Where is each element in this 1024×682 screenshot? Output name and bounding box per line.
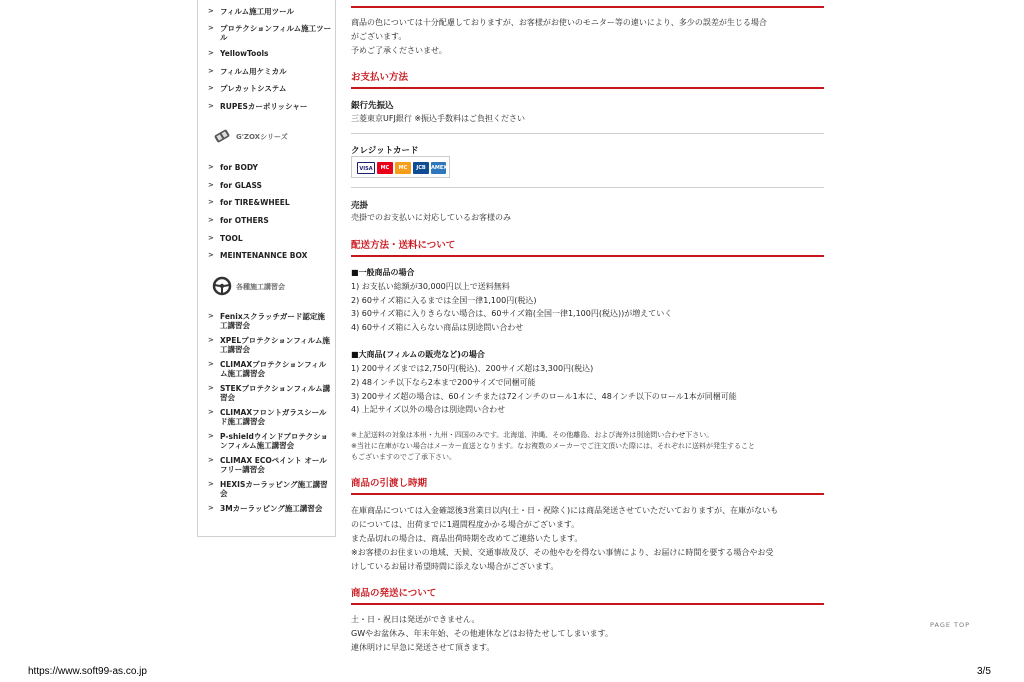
shipping-text: GWやお盆休み、年末年始、その他連休などはお待たせしてしまいます。: [351, 629, 613, 638]
shipping-note: ※当社に在庫がない場合はメーカー直送となります。なお複数のメーカーでご注文頂いた際には、それぞれに送料が発生すること: [351, 442, 756, 450]
sidebar-item-label: XPELプロテクションフィルム施工講習会: [220, 336, 330, 354]
chevron-right-icon: >: [208, 216, 214, 224]
divider: [351, 493, 824, 495]
sidebar-item-climax-glass-course[interactable]: [208, 408, 332, 426]
chevron-right-icon: >: [208, 251, 214, 259]
chevron-right-icon: >: [208, 360, 214, 368]
sidebar-item-for-body[interactable]: [208, 163, 332, 172]
divider: [351, 603, 824, 605]
amex-card-icon: AMEX: [431, 162, 446, 174]
chevron-right-icon: >: [208, 336, 214, 344]
credit-card-logos: [351, 156, 450, 178]
steering-wheel-icon: [212, 276, 232, 296]
chevron-right-icon: >: [208, 408, 214, 416]
visa-card-icon: VISA: [357, 162, 375, 174]
delivery-text: ※お客様のお住まいの地域、天候、交通事故及び、その他やむを得ない事情により、お届けに時間を要する場合やお受: [351, 548, 774, 557]
sidebar-item-label: for OTHERS: [220, 216, 269, 225]
divider: [351, 187, 824, 188]
main-content: [351, 0, 824, 660]
chevron-right-icon: >: [208, 181, 214, 189]
sidebar-nav: [197, 0, 336, 537]
sidebar-item-for-others[interactable]: [208, 216, 332, 225]
sidebar-item-label: MEINTENANNCE BOX: [220, 251, 308, 260]
large-item-rule: 3) 200サイズ超の場合は、60インチまたは72インチのロール1本に、48インチ以下のロール1本が同梱可能: [351, 392, 737, 401]
chevron-right-icon: >: [208, 480, 214, 488]
shipping-note: ※上記送料の対象は本州・九州・四国のみです。北海道、沖縄、その他離島、および海外は別途問い合わせ下さい。: [351, 431, 714, 439]
sidebar-item-climax-film-course[interactable]: [208, 360, 332, 378]
sidebar-item-label: CLIMAX ECOペイント オールフリー講習会: [220, 456, 327, 474]
chevron-right-icon: >: [208, 456, 214, 464]
bank-transfer-text: 三菱東京UFJ銀行 ※振込手数料はご負担ください: [351, 114, 526, 123]
sidebar-item-protection-film-tools[interactable]: [208, 24, 332, 42]
divider: [351, 87, 824, 89]
sidebar-item-label: CLIMAXプロテクションフィルム施工講習会: [220, 360, 327, 378]
sidebar-item-film-tools[interactable]: [208, 7, 332, 16]
shipping-text: 土・日・祝日は発送ができません。: [351, 615, 480, 624]
sidebar-item-rupes-polisher[interactable]: [208, 102, 332, 111]
chevron-right-icon: >: [208, 49, 214, 57]
divider: [351, 255, 824, 257]
sidebar-item-label: HEXISカーラッピング施工講習会: [220, 480, 328, 498]
sidebar-item-hexis-course[interactable]: [208, 480, 332, 498]
credit-account-title: 売掛: [351, 201, 369, 211]
chevron-right-icon: >: [208, 198, 214, 206]
large-item-rule: 2) 48インチ以下なら2本まで200サイズで同梱可能: [351, 378, 536, 387]
sidebar-item-label: RUPESカーポリッシャー: [220, 102, 308, 111]
sidebar-heading-label: G'ZOXシリーズ: [236, 133, 288, 141]
sidebar-item-label: プレカットシステム: [220, 84, 287, 93]
sidebar-item-film-chemicals[interactable]: [208, 67, 332, 76]
footer-url: https://www.soft99-as.co.jp: [28, 666, 147, 677]
general-item-rule: 2) 60サイズ箱に入るまでは全国一律1,100円(税込): [351, 296, 537, 305]
chevron-right-icon: >: [208, 7, 214, 15]
page-top-link[interactable]: PAGE TOP: [930, 621, 971, 629]
chevron-right-icon: >: [208, 384, 214, 392]
sidebar-item-xpel-course[interactable]: [208, 336, 332, 354]
section-title-shipping: 商品の発送について: [351, 588, 437, 599]
delivery-text: けしているお届け希望時間に添えない場合がございます。: [351, 562, 559, 571]
sidebar-item-label: CLIMAXフロントガラスシールド施工講習会: [220, 408, 327, 426]
sidebar-heading-courses: [212, 276, 332, 298]
bank-transfer-title: 銀行先振込: [351, 101, 394, 111]
shipping-note: もございますのでご了承下さい。: [351, 453, 456, 461]
sidebar-item-pshield-course[interactable]: [208, 432, 332, 450]
delivery-text: また品切れの場合は、商品出荷時期を改めてご連絡いたします。: [351, 534, 583, 543]
sidebar-item-label: Fenixスクラッチガード認定施工講習会: [220, 312, 325, 330]
sidebar-item-label: for BODY: [220, 163, 258, 172]
large-item-rule: 4) 上記サイズ以外の場合は別途問い合わせ: [351, 405, 506, 414]
chevron-right-icon: >: [208, 102, 214, 110]
sidebar-item-label: プロテクションフィルム施工ツール: [220, 24, 332, 42]
page-number: 3/5: [977, 666, 991, 677]
delivery-text: のについては、出荷までに1週間程度かかる場合がございます。: [351, 520, 580, 529]
chevron-right-icon: >: [208, 163, 214, 171]
car-icon: [212, 126, 232, 146]
mastercard-icon: MC: [377, 162, 393, 174]
general-items-title: ■一般商品の場合: [351, 268, 415, 277]
shipping-text: 連休明けに早急に発送させて頂きます。: [351, 643, 495, 652]
general-item-rule: 1) お支払い総額が30,000円以上で送料無料: [351, 282, 510, 291]
sidebar-item-label: フィルム施工用ツール: [220, 7, 294, 16]
sidebar-item-yellowtools[interactable]: [208, 49, 332, 58]
sidebar-item-stek-course[interactable]: [208, 384, 332, 402]
sidebar-heading-gzox: [212, 126, 332, 148]
general-item-rule: 3) 60サイズ箱に入りきらない場合は、60サイズ箱(全国一律1,100円(税込))が増えていく: [351, 309, 673, 318]
sidebar-item-label: STEKプロテクションフィルム講習会: [220, 384, 331, 402]
divider: [351, 133, 824, 134]
section-title-shipping-fee: 配送方法・送料について: [351, 240, 456, 251]
intro-text: 商品の色については十分配慮しておりますが、お客様がお使いのモニター等の違いにより、多少の誤差が生じる場合: [351, 18, 767, 27]
chevron-right-icon: >: [208, 432, 214, 440]
sidebar-item-label: TOOL: [220, 234, 243, 243]
intro-text: 予めご了承くださいませ。: [351, 46, 447, 55]
delivery-text: 在庫商品については入金確認後3営業日以内(土・日・祝除く)には商品発送させていただいておりますが、在庫がないも: [351, 506, 779, 515]
sidebar-item-label: P-shieldウインドプロテクションフィルム施工講習会: [220, 432, 328, 450]
sidebar-item-label: フィルム用ケミカル: [220, 67, 287, 76]
chevron-right-icon: >: [208, 24, 214, 32]
sidebar-item-tool[interactable]: [208, 234, 332, 243]
sidebar-item-maintenance-box[interactable]: [208, 251, 332, 260]
large-item-rule: 1) 200サイズまでは2,750円(税込)、200サイズ超は3,300円(税込): [351, 364, 594, 373]
sidebar-item-for-glass[interactable]: [208, 181, 332, 190]
chevron-right-icon: >: [208, 504, 214, 512]
sidebar-item-label: for GLASS: [220, 181, 262, 190]
sidebar-heading-label: 各種施工講習会: [236, 283, 285, 291]
sidebar-item-label: YellowTools: [220, 49, 269, 58]
sidebar-item-label: for TIRE&WHEEL: [220, 198, 290, 207]
sidebar-item-for-tire-wheel[interactable]: [208, 198, 332, 207]
sidebar-item-3m-course[interactable]: [208, 504, 332, 513]
divider: [351, 6, 824, 8]
section-title-payment: お支払い方法: [351, 72, 409, 83]
credit-card-title: クレジットカード: [351, 146, 419, 156]
sidebar-item-label: 3Mカーラッピング施工講習会: [220, 504, 323, 513]
chevron-right-icon: >: [208, 84, 214, 92]
intro-text: がございます。: [351, 32, 407, 41]
large-items-title: ■大商品(フィルムの販売など)の場合: [351, 350, 485, 359]
chevron-right-icon: >: [208, 312, 214, 320]
section-title-delivery-time: 商品の引渡し時期: [351, 478, 428, 489]
chevron-right-icon: >: [208, 234, 214, 242]
sidebar-item-fenix-course[interactable]: [208, 312, 332, 330]
general-item-rule: 4) 60サイズ箱に入らない商品は別途問い合わせ: [351, 323, 524, 332]
sidebar-item-climax-eco-course[interactable]: [208, 456, 332, 474]
sidebar-item-precut-system[interactable]: [208, 84, 332, 93]
credit-account-text: 売掛でのお支払いに対応しているお客様のみ: [351, 213, 511, 222]
jcb-card-icon: JCB: [413, 162, 429, 174]
mastercard-icon: MC: [395, 162, 411, 174]
chevron-right-icon: >: [208, 67, 214, 75]
